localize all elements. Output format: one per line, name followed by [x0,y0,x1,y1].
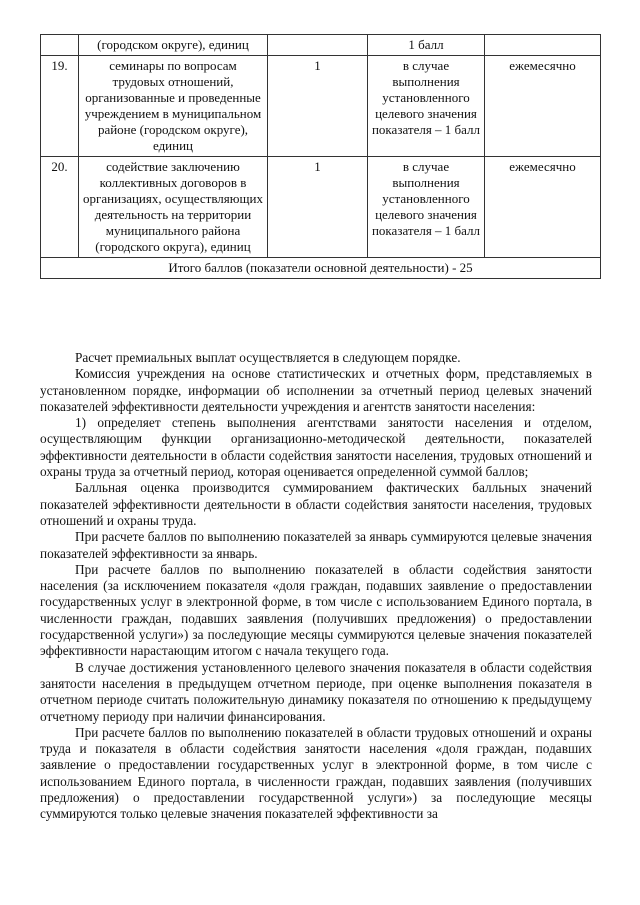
row-period [485,35,601,56]
paragraph: В случае достижения установленного целевого значения показателя в области содействия занятости населения в предыдущем отчетном периоде, при оценке выполнения показателя в отчетном периоде считать положительную динамику показателя по отношению к предыдущему отчетному периоду при наличии финансирования. [40,659,592,724]
row-description: (городском округе), единиц [79,35,268,56]
indicators-table [40,34,601,279]
table-total-row [41,258,601,279]
row-period: ежемесячно [485,157,601,258]
paragraph: При расчете баллов по выполнению показателей в области содействия занятости населения (за исключением показателя «доля граждан, подавших заявление о предоставлении государственных услуг в электронной форме, в том числе с использованием Единого портала, в численности граждан, подавших заявления (получивших предложения) о предоставлении государственной услуги») за последующие месяцы суммируются целевые значения показателей эффективности нарастающим итогом с начала текущего года. [40,561,592,659]
paragraph: При расчете баллов по выполнению показателей в области трудовых отношений и охраны труда и показателя в области содействия занятости населения «доля граждан, подавших заявление о предоставлении государственных услуг в электронной форме, в том числе с использованием Единого портала, в численности граждан, подавших заявления (получивших предложения) о предоставлении государственной услуги») за последующие месяцы суммируются только целевые значения показателей эффективности за [40,724,592,822]
row-condition: 1 балл [368,35,485,56]
paragraph: Расчет премиальных выплат осуществляется в следующем порядке. [75,350,461,365]
row-points [268,35,368,56]
paragraph: 1) определяет степень выполнения агентствами занятости населения и отделом, осуществляющим функции организационно-методической деятельности, показателей эффективности деятельности в области содействия занятости населения, трудовых отношений и охраны труда за отчетный период, которая оценивается определенной суммой баллов; [40,415,592,480]
row-num: 20. [41,157,79,258]
table-total: Итого баллов (показатели основной деятельности) - 25 [41,258,601,279]
table-row [41,56,601,157]
row-description: содействие заключению коллективных договоров в организациях, осуществляющих деятельность на территории муниципального района (городского округа), единиц [79,157,268,258]
body-text [40,350,592,823]
table-row [41,157,601,258]
table-row [41,35,601,56]
row-description: семинары по вопросам трудовых отношений, организованные и проведенные учреждением в муниципальном районе (городском округе), единиц [79,56,268,157]
row-condition: в случае выполнения установленного целевого значения показателя – 1 балл [368,157,485,258]
paragraph: Балльная оценка производится суммированием фактических балльных значений показателей эффективности деятельности в области содействия занятости населения, трудовых отношений и охраны труда. [40,480,592,528]
row-num: 19. [41,56,79,157]
paragraph: При расчете баллов по выполнению показателей за январь суммируются целевые значения показателей эффективности за январь. [40,529,592,561]
paragraph: Комиссия учреждения на основе статистических и отчетных форм, представляемых в установленном порядке, информации об исполнении за отчетный период целевых значений показателей эффективности деятельности учреждения и агентств занятости населения: [40,366,592,414]
row-condition: в случае выполнения установленного целевого значения показателя – 1 балл [368,56,485,157]
row-points: 1 [268,56,368,157]
row-period: ежемесячно [485,56,601,157]
row-points: 1 [268,157,368,258]
row-num [41,35,79,56]
